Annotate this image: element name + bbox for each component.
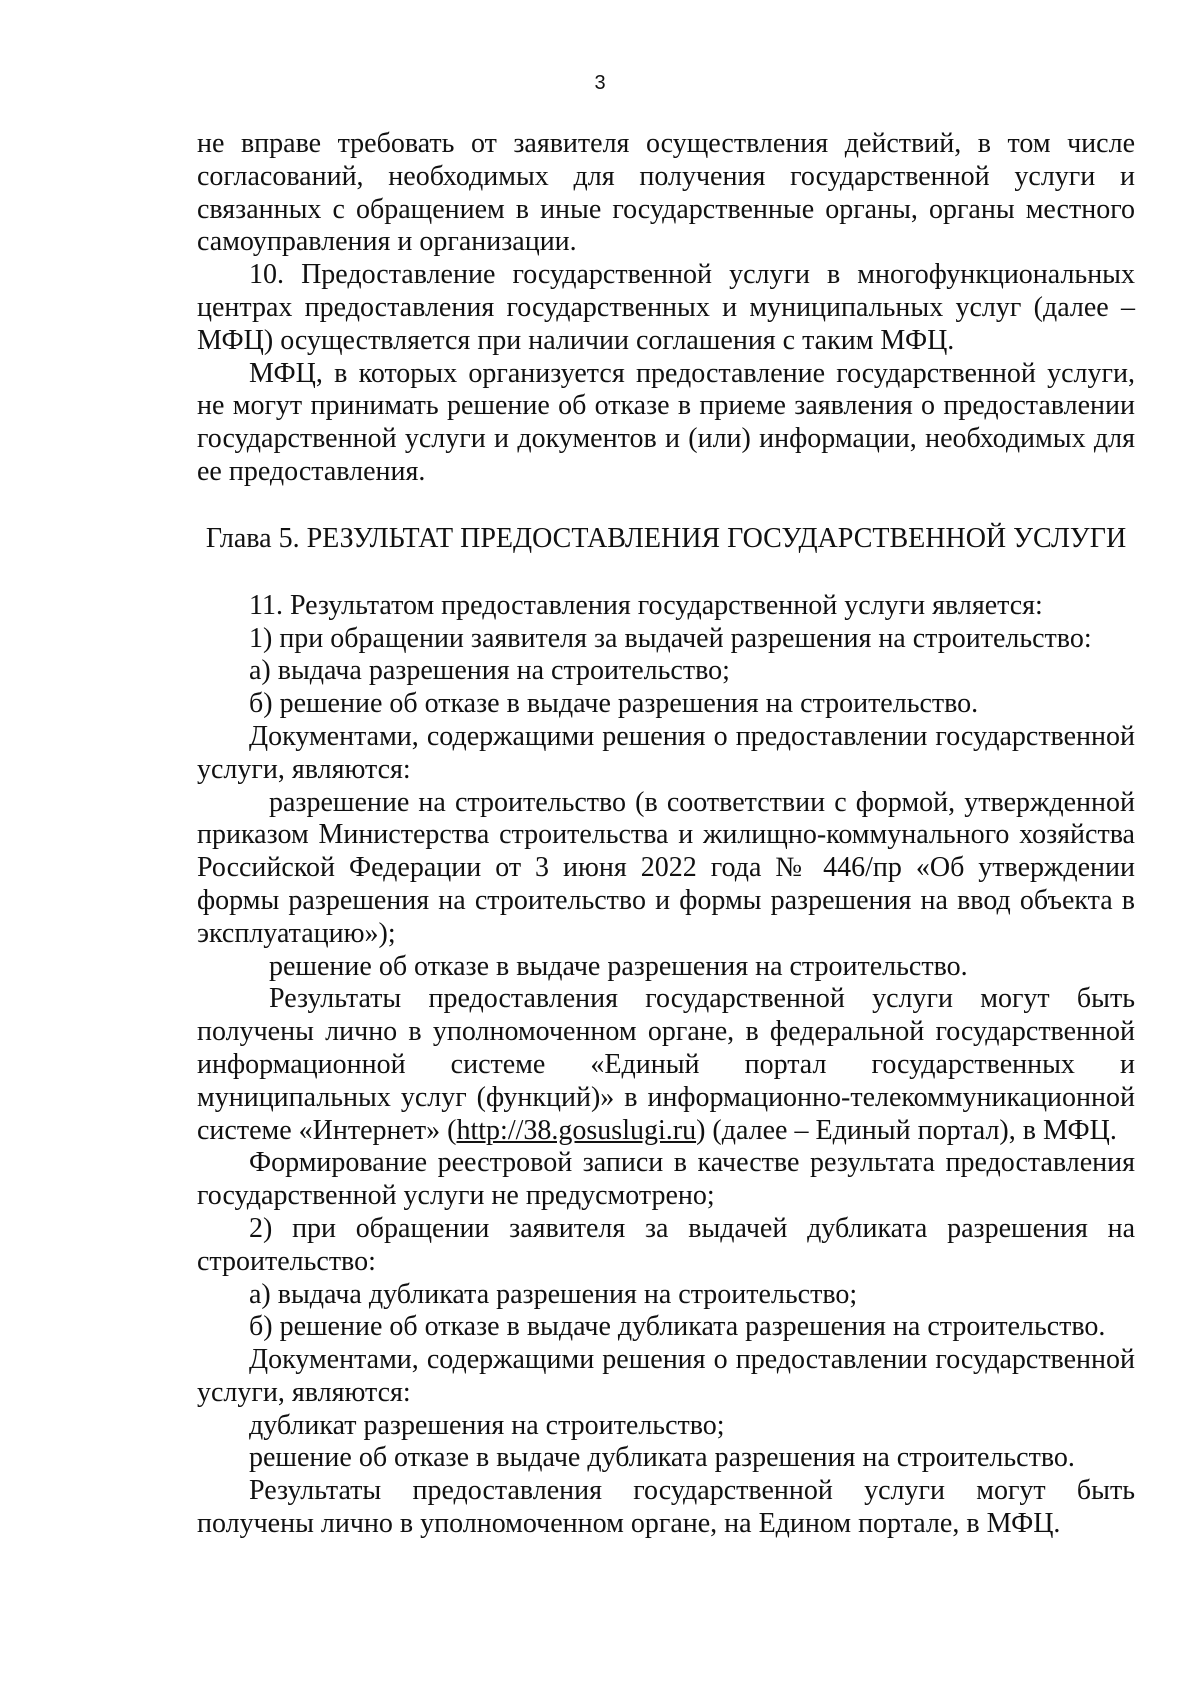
- paragraph: а) выдача дубликата разрешения на строительство;: [249, 1278, 858, 1310]
- paragraph-text: ) (далее – Единый портал), в МФЦ.: [696, 1114, 1117, 1146]
- paragraph: 11. Результатом предоставления государственной услуги является:: [249, 589, 1043, 621]
- paragraph: 10. Предоставление государственной услуги в многофункциональных центрах предоставления государственных и муниципальных услуг (далее – МФЦ) осуществляется при наличии соглашения с таким МФЦ.: [197, 259, 1135, 356]
- paragraph: 1) при обращении заявителя за выдачей разрешения на строительство:: [249, 622, 1092, 654]
- chapter-heading: Глава 5. РЕЗУЛЬТАТ ПРЕДОСТАВЛЕНИЯ ГОСУДАРСТВЕННОЙ УСЛУГИ: [205, 522, 1127, 554]
- paragraph: дубликат разрешения на строительство;: [249, 1409, 725, 1441]
- paragraph-text: Результаты предоставления государственной услуги могут быть получены лично в уполномоченном органе, в федеральной государственной информационной системе «Единый портал государственных и муниципальных услуг (функций)» в информационно-телекоммуникационной системе «Интернет» (: [197, 983, 1135, 1146]
- paragraph: Документами, содержащими решения о предоставлении государственной услуги, являются:: [197, 720, 1135, 785]
- document-body: [197, 128, 1135, 1541]
- paragraph: б) решение об отказе в выдаче разрешения на строительство.: [249, 688, 979, 720]
- paragraph: МФЦ, в которых организуется предоставление государственной услуги, не могут принимать решение об отказе в приеме заявления о предоставлении государственной услуги и документов и (или) информации, необходимых для ее предоставления.: [197, 357, 1135, 487]
- paragraph: б) решение об отказе в выдаче дубликата разрешения на строительство.: [249, 1311, 1106, 1343]
- paragraph: разрешение на строительство (в соответствии с формой, утвержденной приказом Министерства строительства и жилищно-коммунального хозяйства Российской Федерации от 3 июня 2022 года № 446/пр «Об утверждении формы разрешения на строительство и формы разрешения на ввод объекта в эксплуатацию»);: [197, 786, 1135, 949]
- paragraph: Документами, содержащими решения о предоставлении государственной услуги, являются:: [197, 1344, 1135, 1408]
- paragraph: а) выдача разрешения на строительство;: [249, 655, 730, 687]
- paragraph: решение об отказе в выдаче разрешения на строительство.: [269, 950, 968, 982]
- paragraph: решение об отказе в выдаче дубликата разрешения на строительство.: [249, 1442, 1075, 1474]
- paragraph: Формирование реестровой записи в качестве результата предоставления государственной услуги не предусмотрено;: [197, 1147, 1135, 1212]
- page-number: 3: [594, 72, 606, 94]
- paragraph: [197, 983, 1135, 1147]
- paragraph: Результаты предоставления государственной услуги могут быть получены лично в уполномоченном органе, на Едином портале, в МФЦ.: [197, 1475, 1135, 1540]
- paragraph: 2) при обращении заявителя за выдачей дубликата разрешения на строительство:: [197, 1212, 1135, 1277]
- portal-link[interactable]: http://38.gosuslugi.ru: [456, 1114, 697, 1146]
- paragraph: не вправе требовать от заявителя осуществления действий, в том числе согласований, необходимых для получения государственной услуги и связанных с обращением в иные государственные органы, органы местного самоуправления и организации.: [197, 128, 1135, 258]
